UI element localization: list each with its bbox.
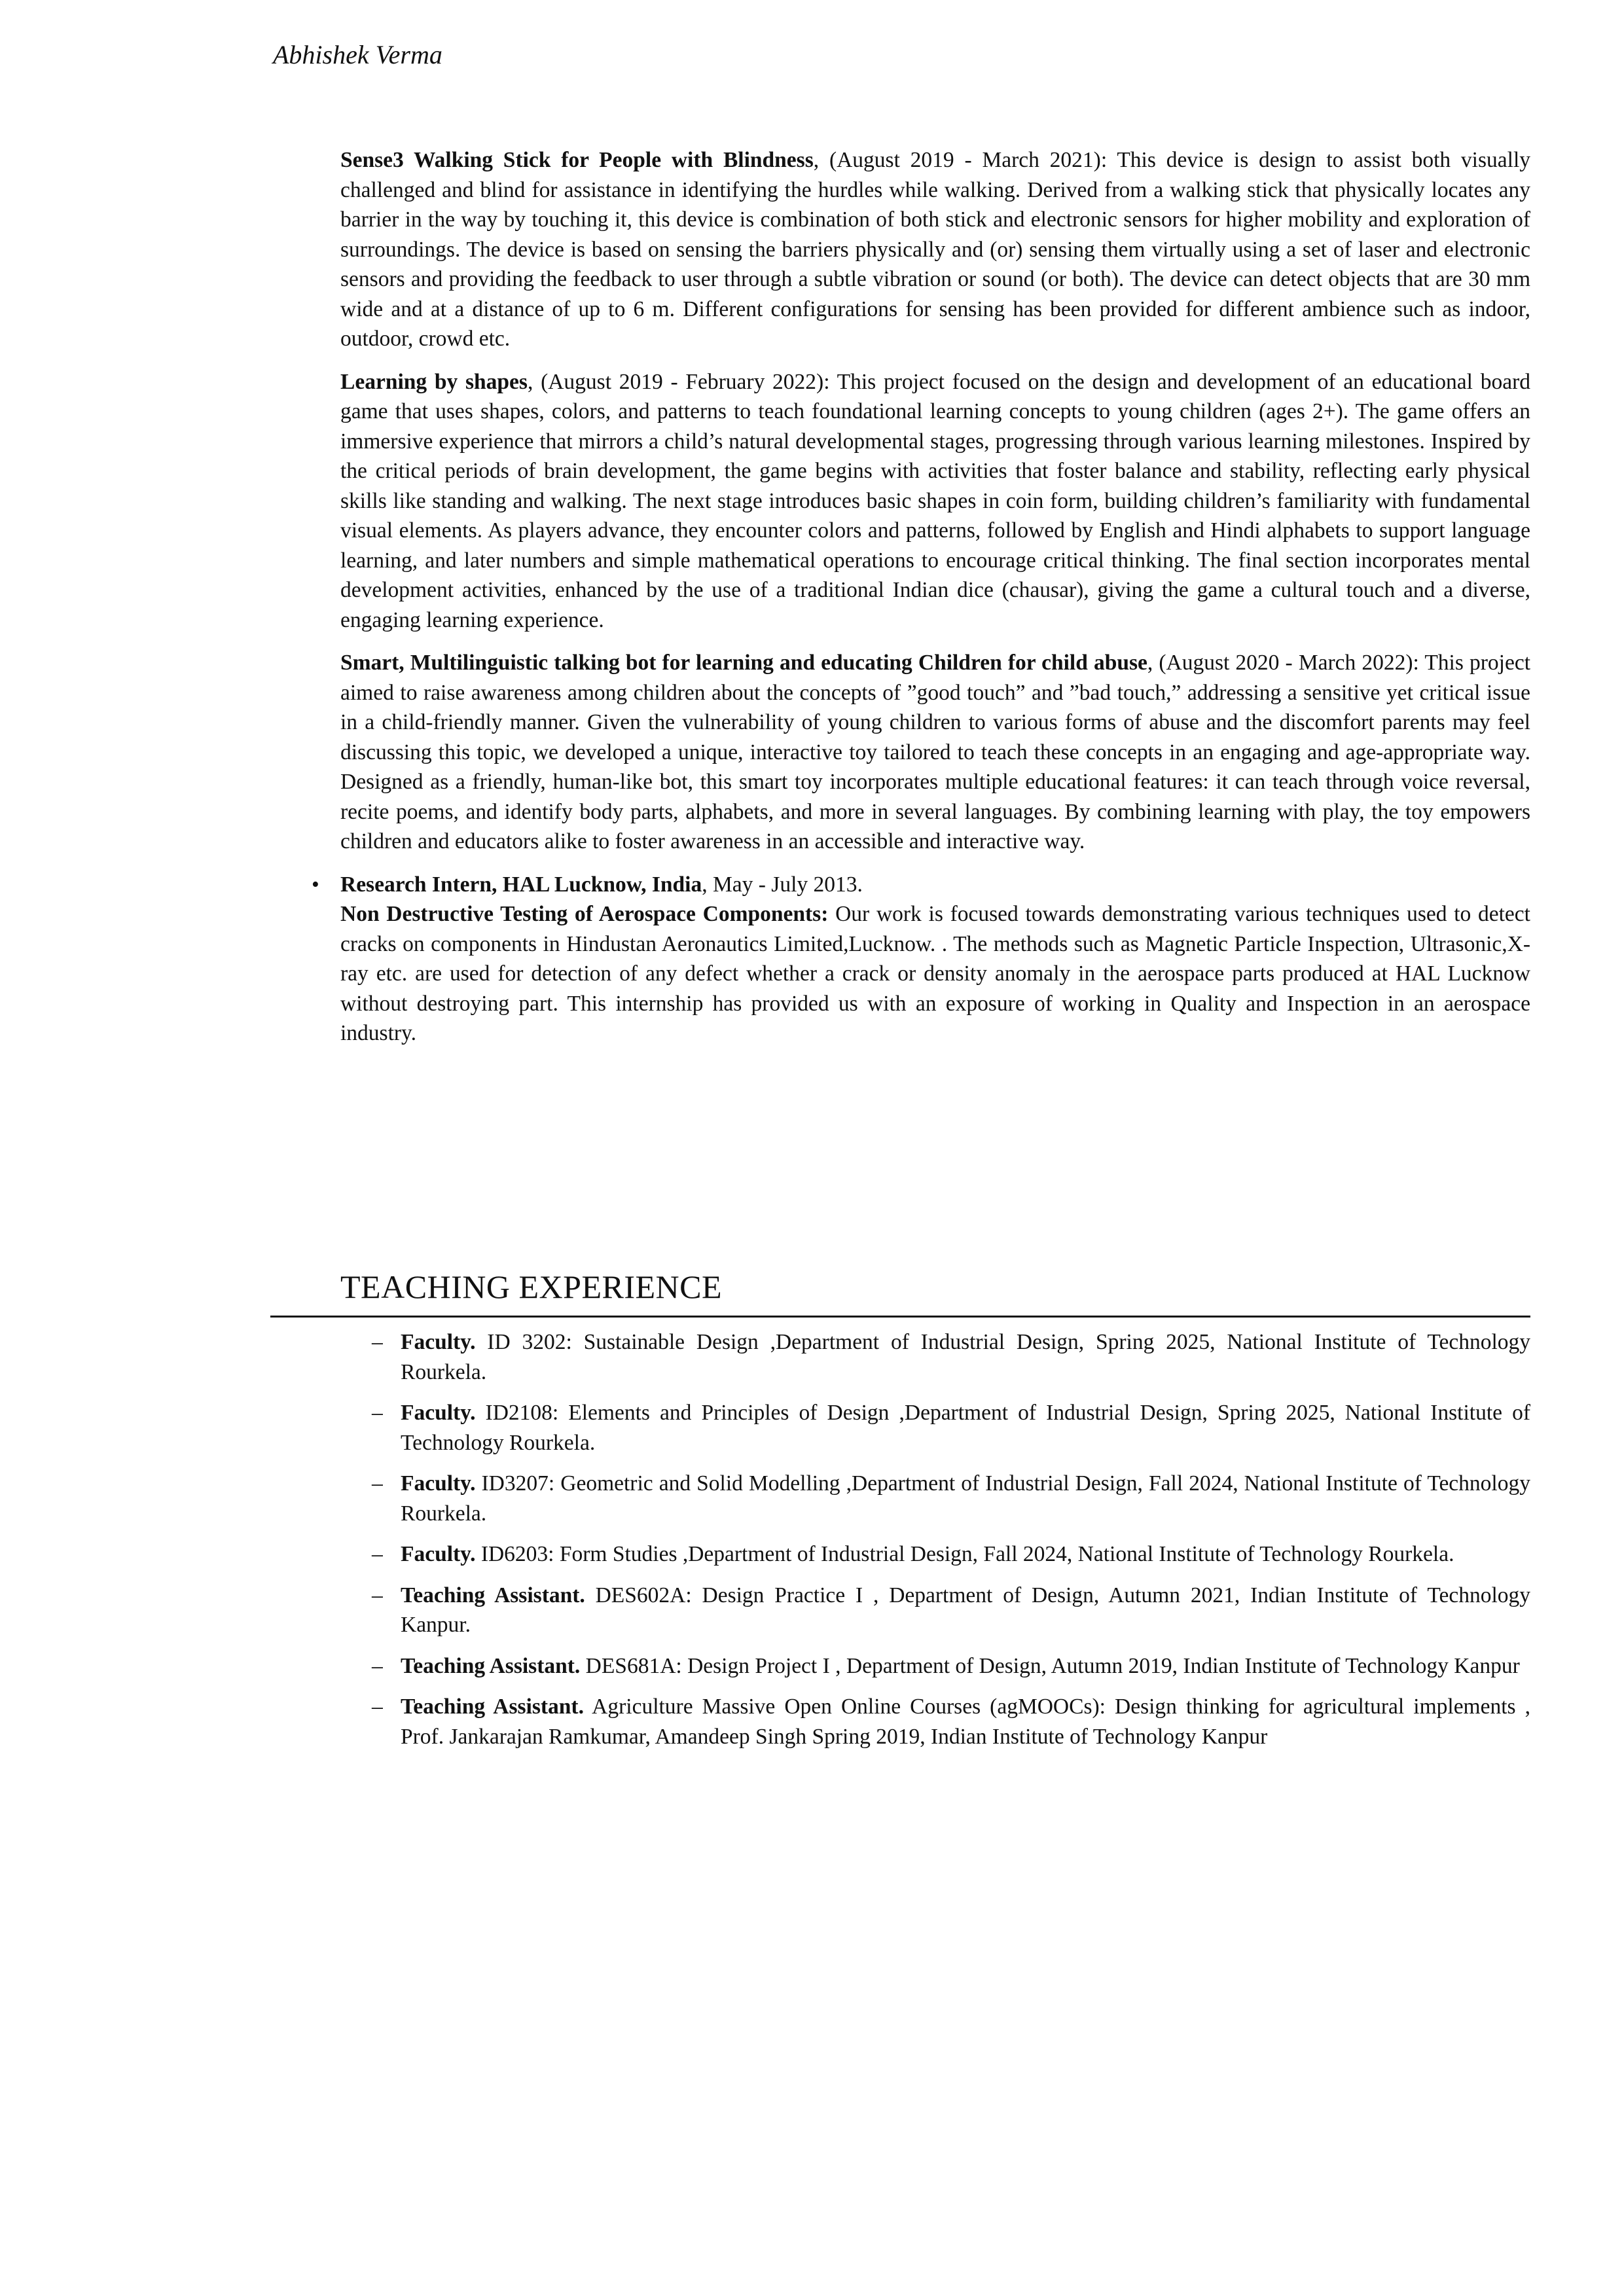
internship-title: Research Intern, HAL Lucknow, India [340, 872, 702, 897]
section-heading-teaching: TEACHING EXPERIENCE [340, 1268, 723, 1305]
teaching-description: DES681A: Design Project I , Department of Design, Autumn 2019, Indian Institute of Technology Kanpur [580, 1653, 1520, 1678]
dash-marker: – [372, 1330, 383, 1354]
internship-dates: , May - July 2013. [702, 872, 863, 897]
teaching-role: Teaching Assistant. [401, 1583, 585, 1607]
teaching-item [372, 1327, 1530, 1387]
projects-block [312, 145, 1531, 1062]
dash-marker: – [372, 1653, 383, 1678]
teaching-item [372, 1651, 1530, 1681]
teaching-role: Faculty. [401, 1401, 476, 1425]
internship-body [340, 899, 1530, 1049]
dash-marker: – [372, 1583, 383, 1607]
project-title: Learning by shapes [340, 369, 528, 394]
teaching-role: Faculty. [401, 1471, 476, 1496]
teaching-item [372, 1398, 1530, 1458]
teaching-description: ID2108: Elements and Principles of Design ,Department of Industrial Design, Spring 2025, National Institute of Technology Rourkela. [401, 1401, 1530, 1455]
dash-marker: – [372, 1401, 383, 1425]
teaching-item [372, 1692, 1531, 1751]
internship-entry [312, 870, 1530, 1049]
dash-marker: – [372, 1471, 383, 1496]
teaching-description: ID 3202: Sustainable Design ,Department of Industrial Design, Spring 2025, National Institute of Technology Rourkela. [401, 1330, 1530, 1384]
teaching-role: Faculty. [401, 1542, 476, 1566]
dash-marker: – [372, 1695, 383, 1719]
project-title: Sense3 Walking Stick for People with Blindness [340, 148, 814, 172]
project-description: , (August 2019 - March 2021): This device is design to assist both visually challenged and blind for assistance in identifying the hurdles while walking. Derived from a walking stick that physically locates any barrier in the way by touching it, this device is combination of both stick and electronic sensors for higher mobility and exploration of surroundings. The device is based on sensing the barriers physically and (or) sensing them virtually using a set of laser and electronic sensors and providing the feedback to user through a subtle vibration or sound (or both). The device can detect objects that are 30 mm wide and at a distance of up to 6 m. Different configurations for sensing has been provided for different ambience such as indoor, outdoor, crowd etc. [340, 148, 1531, 351]
project-description: , (August 2019 - February 2022): This project focused on the design and development of an educational board game that uses shapes, colors, and patterns to teach foundational learning concepts to young children (ages 2+). The game offers an immersive experience that mirrors a child’s natural developmental stages, progressing through various learning milestones. Inspired by the critical periods of brain development, the game begins with activities that foster balance and stability, reflecting early physical skills like standing and walking. The next stage introduces basic shapes in coin form, building children’s familiarity with fundamental visual elements. As players advance, they encounter colors and patterns, followed by English and Hindi alphabets to support language learning, and later numbers and simple mathematical operations to encourage critical thinking. The final section incorporates mental development activities, enhanced by the use of a traditional Indian dice (chausar), giving the game a cultural touch and a diverse, engaging learning experience. [340, 369, 1530, 632]
teaching-item [372, 1539, 1530, 1570]
teaching-description: Agriculture Massive Open Online Courses (agMOOCs): Design thinking for agricultural implements , Prof. Jankarajan Ramkumar, Amandeep Singh Spring 2019, Indian Institute of Technology Kanpur [401, 1695, 1531, 1749]
teaching-role: Teaching Assistant. [401, 1695, 584, 1719]
project-entry [340, 367, 1530, 636]
internship-heading-line [340, 870, 1530, 900]
teaching-item [372, 1469, 1530, 1528]
bullet-marker: • [312, 872, 319, 897]
teaching-role: Teaching Assistant. [401, 1653, 581, 1678]
teaching-list [372, 1327, 1531, 1763]
project-description: , (August 2020 - March 2022): This project aimed to raise awareness among children about the concepts of ”good touch” and ”bad touch,” addressing a sensitive yet critical issue in a child-friendly manner. Given the vulnerability of young children to various forms of abuse and the discomfort parents may feel discussing this topic, we developed a unique, interactive toy tailored to teach these concepts in an engaging and age-appropriate way. Designed as a friendly, human-like bot, this smart toy incorporates multiple educational features: it can teach through voice reversal, recite poems, and identify body parts, alphabets, and more in several languages. By combining learning with play, the toy empowers children and educators alike to foster awareness in an accessible and interactive way. [340, 651, 1531, 853]
project-entry [340, 145, 1530, 354]
section-divider [270, 1316, 1530, 1318]
page-header-author: Abhishek Verma [273, 40, 442, 69]
dash-marker: – [372, 1542, 383, 1566]
project-entry [340, 648, 1530, 857]
internship-description: Our work is focused towards demonstrating various techniques used to detect cracks on components in Hindustan Aeronautics Limited,Lucknow. . The methods such as Magnetic Particle Inspection, Ultrasonic,X-ray etc. are used for detection of any defect whether a crack or density anomaly in the aerospace parts produced at HAL Lucknow without destroying part. This internship has provided us with an exposure of working in Quality and Inspection in an aerospace industry. [340, 902, 1530, 1045]
internship-subtitle: Non Destructive Testing of Aerospace Components: [340, 902, 829, 926]
teaching-description: ID6203: Form Studies ,Department of Industrial Design, Fall 2024, National Institute of Technology Rourkela. [475, 1542, 1454, 1566]
teaching-description: ID3207: Geometric and Solid Modelling ,Department of Industrial Design, Fall 2024, National Institute of Technology Rourkela. [401, 1471, 1530, 1526]
teaching-role: Faculty. [401, 1330, 476, 1354]
project-title: Smart, Multilinguistic talking bot for learning and educating Children for child abuse [340, 651, 1147, 675]
teaching-item [372, 1581, 1531, 1640]
teaching-description: DES602A: Design Practice I , Department of Design, Autumn 2021, Indian Institute of Technology Kanpur. [401, 1583, 1531, 1637]
